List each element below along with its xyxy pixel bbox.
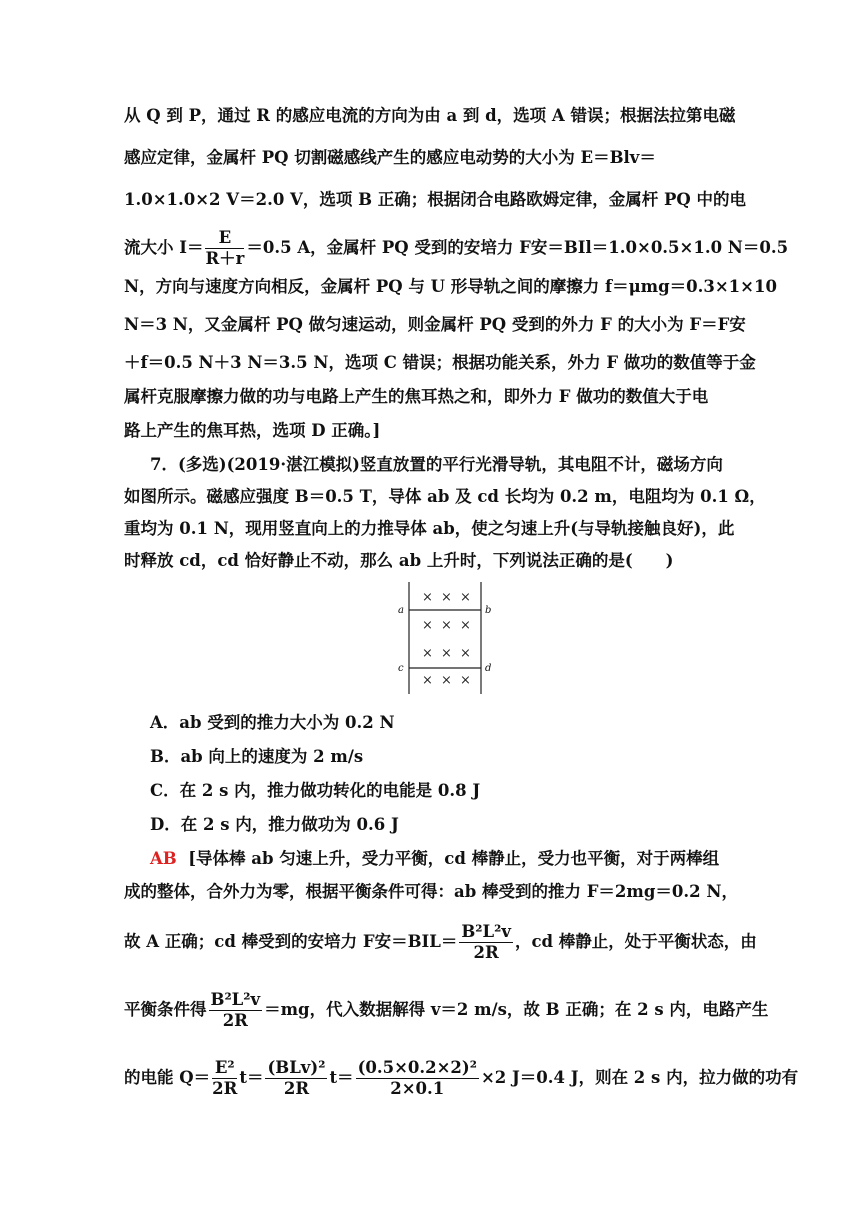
- field-cross-icon: ×: [422, 590, 433, 605]
- answer-key: AB: [150, 849, 177, 868]
- question-line-3: 重均为 0.1 N，现用竖直向上的力推导体 ab，使之匀速上升(与导轨接触良好)，此: [124, 519, 735, 538]
- field-cross-icon: ×: [460, 646, 471, 661]
- option-b: B．ab 向上的速度为 2 m/s: [150, 747, 364, 766]
- answer-4-num: B²L²v: [210, 990, 261, 1009]
- question-line-2: 如图所示。磁感应强度 B＝0.5 T，导体 ab 及 cd 长均为 0.2 m，电阻均为 0.1 Ω，: [124, 487, 766, 506]
- option-a: A．ab 受到的推力大小为 0.2 N: [150, 713, 395, 732]
- answer-line-4: [124, 990, 769, 1031]
- answer-5-mid1: t＝: [239, 1068, 264, 1087]
- answer-5-fraction-3: [356, 1058, 479, 1099]
- solution-line-6: N＝3 N，又金属杆 PQ 做匀速运动，则金属杆 PQ 受到的外力 F 的大小为 F＝F安: [124, 315, 746, 334]
- label-a: a: [398, 605, 404, 616]
- field-crosses: [422, 590, 471, 688]
- magnetic-field-figure: [395, 580, 495, 696]
- answer-5-f2-num: (BLv)²: [267, 1058, 326, 1077]
- field-cross-icon: ×: [441, 673, 452, 688]
- answer-4-fraction: [209, 990, 263, 1031]
- label-b: b: [485, 605, 492, 616]
- answer-line-1: [150, 847, 740, 871]
- answer-3-den: 2R: [473, 943, 499, 962]
- field-cross-icon: ×: [460, 618, 471, 633]
- answer-3-post: ，cd 棒静止，处于平衡状态，由: [514, 932, 757, 951]
- solution-line-4: [124, 228, 789, 269]
- solution-line-2: 感应定律，金属杆 PQ 切割磁感线产生的感应电动势的大小为 E＝Blv＝: [124, 148, 656, 167]
- answer-5-fraction-2: [265, 1058, 327, 1099]
- option-d: D．在 2 s 内，推力做功为 0.6 J: [150, 815, 399, 834]
- answer-5-pre: 的电能 Q＝: [124, 1068, 211, 1087]
- solution-line-7: ＋f＝0.5 N＋3 N＝3.5 N，选项 C 错误；根据功能关系，外力 F 做功的数值等于金: [124, 353, 756, 372]
- current-fraction: [205, 228, 244, 269]
- answer-5-mid2: t＝: [329, 1068, 354, 1087]
- answer-5-f2-den: 2R: [283, 1079, 310, 1098]
- current-denominator: R＋r: [205, 249, 245, 268]
- answer-4-pre: 平衡条件得: [124, 1000, 207, 1019]
- answer-5-fraction-1: [212, 1058, 237, 1099]
- answer-5-f3-den: 2×0.1: [390, 1079, 445, 1098]
- answer-line-3: [124, 922, 757, 963]
- solution-line-1: 从 Q 到 P，通过 R 的感应电流的方向为由 a 到 d，选项 A 错误；根据法拉第电磁: [124, 106, 736, 125]
- answer-line-5: [124, 1058, 799, 1099]
- solution-line-9: 路上产生的焦耳热，选项 D 正确。]: [124, 421, 381, 440]
- solution-line-5: N，方向与速度方向相反，金属杆 PQ 与 U 形导轨之间的摩擦力 f＝μmg＝0.3×1×10: [124, 277, 777, 296]
- field-cross-icon: ×: [422, 673, 433, 688]
- answer-5-f1-num: E²: [212, 1058, 237, 1079]
- current-numerator: E: [205, 228, 244, 249]
- answer-4-den: 2R: [222, 1011, 248, 1030]
- field-cross-icon: ×: [441, 618, 452, 633]
- field-cross-icon: ×: [460, 673, 471, 688]
- label-c: c: [398, 663, 404, 674]
- answer-3-fraction: [459, 922, 513, 963]
- field-cross-icon: ×: [422, 646, 433, 661]
- answer-5-post: ×2 J＝0.4 J，则在 2 s 内，拉力做的功有: [480, 1068, 799, 1087]
- option-c: C．在 2 s 内，推力做功转化的电能是 0.8 J: [150, 781, 481, 800]
- label-d: d: [485, 663, 492, 674]
- solution-line-3: 1.0×1.0×2 V＝2.0 V，选项 B 正确；根据闭合电路欧姆定律，金属杆 PQ 中的电: [124, 190, 747, 209]
- answer-5-f3-num: (0.5×0.2×2)²: [357, 1058, 477, 1077]
- field-cross-icon: ×: [441, 590, 452, 605]
- current-pre: 流大小 I＝: [124, 238, 204, 257]
- answer-3-num: B²L²v: [461, 922, 511, 941]
- answer-text-1: [导体棒 ab 匀速上升，受力平衡，cd 棒静止，受力也平衡，对于两棒组: [188, 849, 720, 868]
- field-cross-icon: ×: [441, 646, 452, 661]
- answer-5-f1-den: 2R: [212, 1079, 238, 1098]
- answer-3-pre: 故 A 正确；cd 棒受到的安培力 F安＝BIL＝: [124, 932, 458, 951]
- question-line-4: 时释放 cd，cd 恰好静止不动，那么 ab 上升时，下列说法正确的是( ): [124, 551, 674, 570]
- answer-4-post: ＝mg，代入数据解得 v＝2 m/s，故 B 正确；在 2 s 内，电路产生: [264, 1000, 769, 1019]
- field-cross-icon: ×: [460, 590, 471, 605]
- field-cross-icon: ×: [422, 618, 433, 633]
- answer-line-2: 成的整体，合外力为零，根据平衡条件可得：ab 棒受到的推力 F＝2mg＝0.2 N，: [124, 882, 738, 901]
- current-post: ＝0.5 A，金属杆 PQ 受到的安培力 F安＝BIl＝1.0×0.5×1.0 N＝0.5: [246, 238, 789, 257]
- solution-line-8: 属杆克服摩擦力做的功与电路上产生的焦耳热之和，即外力 F 做功的数值大于电: [124, 387, 709, 406]
- question-line-1: 7．(多选)(2019·湛江模拟)竖直放置的平行光滑导轨，其电阻不计，磁场方向: [150, 455, 723, 474]
